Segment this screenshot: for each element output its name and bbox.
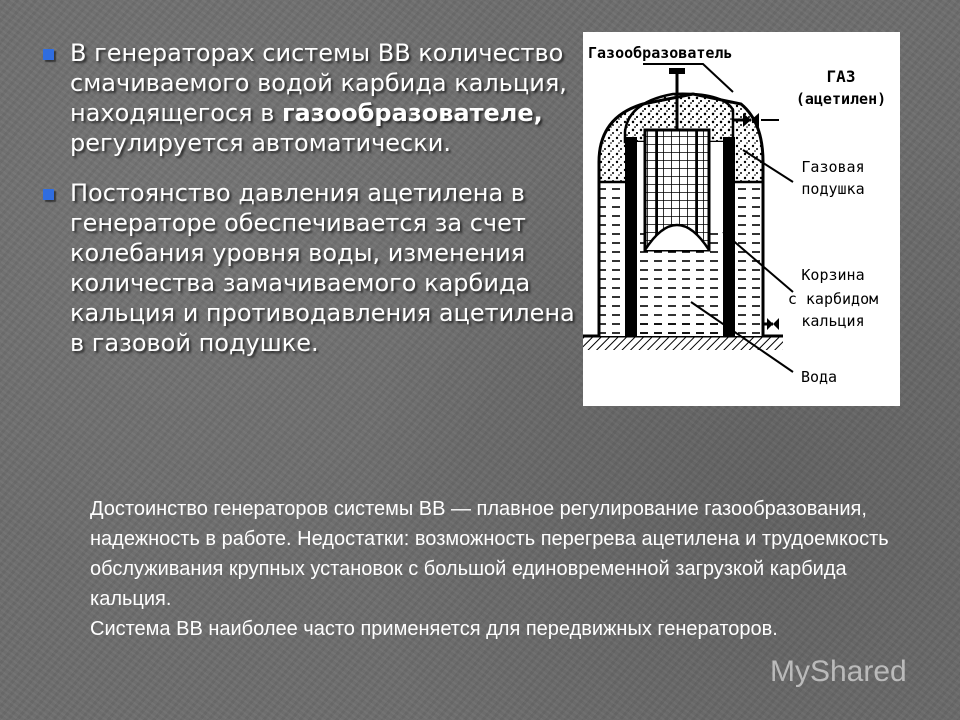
bullet-list	[40, 38, 580, 378]
label-basket-2: с карбидом	[787, 290, 879, 308]
note-paragraph-advantages: Достоинство генераторов системы ВВ — плавное регулирование газообразования, надежность в работе. Недостатки: возможность перегрева ацетилена и трудоемкость обслуживания крупных установок с большой единовременной загрузкой карбида кальция.	[90, 498, 889, 610]
label-gas: ГАЗ	[826, 67, 856, 86]
note-paragraph-usage: Система ВВ наиболее часто применяется для передвижных генераторов.	[90, 618, 778, 640]
bullet-text-pre: В генераторах системы ВВ количество смачиваемого водой карбида кальция, находящегося в	[70, 39, 567, 127]
label-gas-cushion-2: подушка	[801, 180, 865, 198]
generator-diagram	[583, 32, 900, 406]
watermark-logo: MyShared	[770, 655, 907, 688]
label-gas-former: Газообразователь	[588, 44, 733, 62]
bullet-text-bold: газообразователе,	[282, 99, 543, 127]
label-gas-cushion-1: Газовая	[801, 158, 865, 176]
label-acetylene: (ацетилен)	[795, 90, 887, 108]
label-water: Вода	[800, 368, 838, 386]
drain-valve	[763, 318, 779, 330]
bullet-text-post: регулируется автоматически.	[70, 129, 451, 157]
bullet-text: Постоянство давления ацетилена в генераторе обеспечивается за счет колебания уровня воды, изменения количества замачиваемого карбида кальция и противодавления ацетилена в газовой подушке.	[70, 179, 575, 357]
notes-block	[90, 494, 930, 644]
label-basket-1: Корзина	[801, 266, 865, 284]
generator-diagram-drawing	[583, 32, 900, 406]
bullet-square-icon	[43, 49, 54, 60]
bullet-square-icon	[43, 189, 54, 200]
bullet-item-1	[40, 38, 580, 158]
bullet-item-2	[40, 178, 580, 358]
label-basket-3: кальция	[801, 312, 865, 330]
